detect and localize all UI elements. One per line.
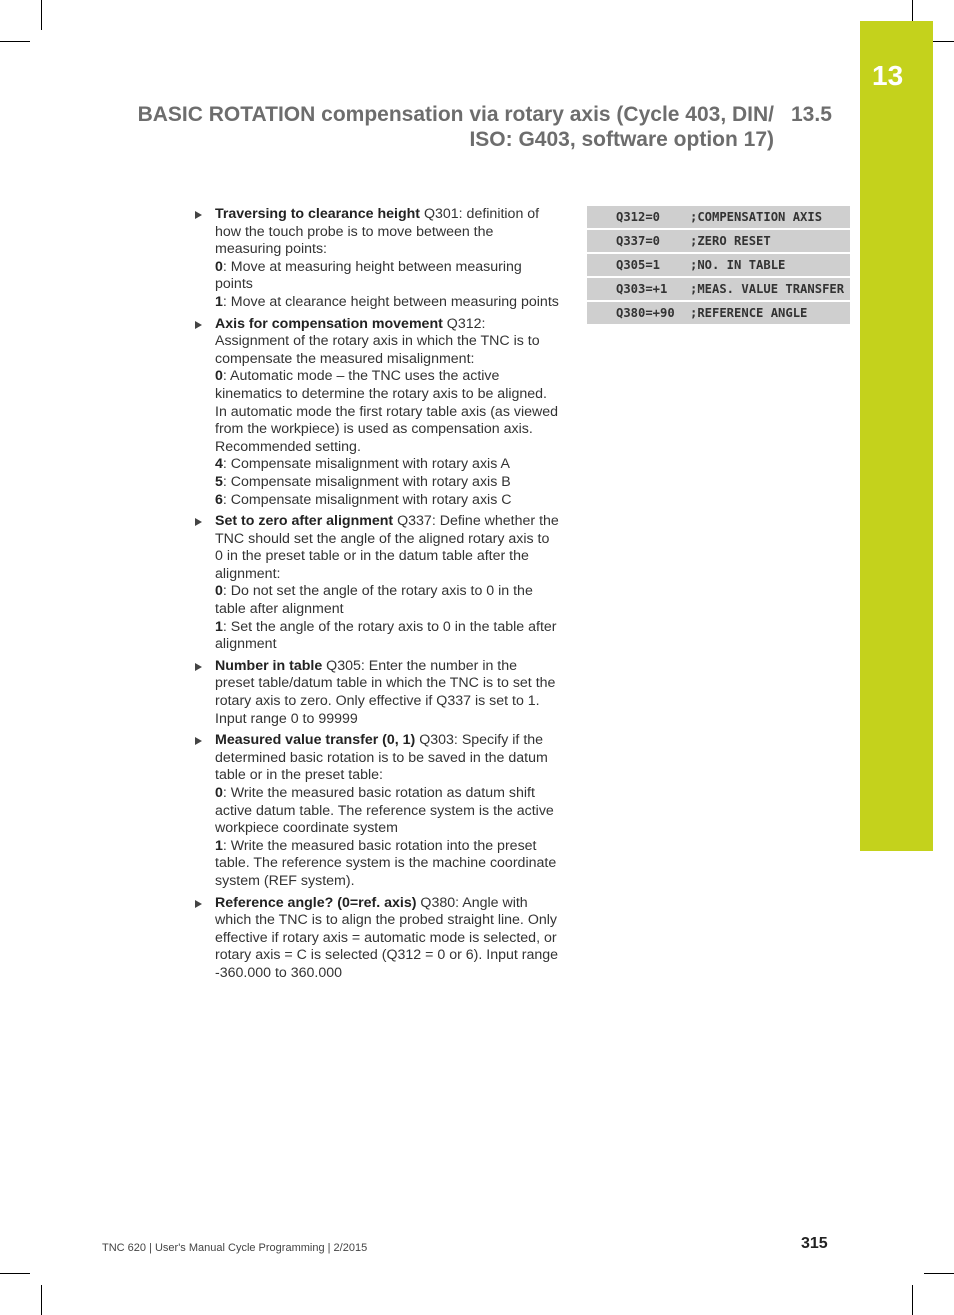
parameter-item [195,658,560,728]
option-text: : Write the measured basic rotation into the preset table. The reference system is the machine coordinate system (REF system). [215,837,557,889]
option-text: : Compensate misalignment with rotary axis B [222,473,511,490]
bullet-arrow-icon [195,321,202,329]
parameter-name: Axis for compensation movement [215,315,443,332]
parameter-name: Traversing to clearance height [215,206,421,222]
crop-mark [41,1285,42,1315]
page-number: 315 [801,1235,828,1252]
chapter-number: 13 [872,60,904,91]
option-key: 5 [215,473,223,490]
bullet-arrow-icon [195,518,202,526]
option-key: 0 [215,258,223,275]
nc-comment: ;NO. IN TABLE [690,253,850,277]
parameter-description: Q301: definition of how the touch probe is to move between the measuring points: [215,206,540,258]
crop-mark [924,1273,954,1274]
parameter-option [215,583,560,618]
option-key: 1 [215,293,223,310]
parameter-option [215,838,560,891]
nc-param: Q303=+1 [587,277,690,301]
crop-mark [912,1285,913,1315]
parameter-name: Number in table [215,657,323,674]
parameter-item [195,206,560,312]
option-text: : Do not set the angle of the rotary axis to 0 in the table after alignment [215,583,533,618]
parameter-item [195,316,560,510]
option-key: 0 [215,785,223,801]
chapter-tab [860,21,933,851]
table-row [587,301,850,325]
parameter-option [215,785,560,838]
table-row [587,277,850,301]
parameter-option [215,259,560,294]
heading-line-2: ISO: G403, software option 17) [469,128,774,151]
bullet-arrow-icon [195,737,202,745]
parameter-item [195,895,560,983]
parameter-item [195,513,560,654]
parameter-option [215,474,560,492]
nc-comment: ;ZERO RESET [690,229,850,253]
bullet-arrow-icon [195,663,202,671]
option-key: 0 [215,368,223,385]
option-text: : Move at measuring height between measuring points [215,258,522,293]
option-key: 0 [215,583,223,600]
option-key: 6 [215,491,223,508]
table-row [587,253,850,277]
option-text: : Move at clearance height between measuring points [222,293,559,310]
parameter-description: Q337: Define whether the TNC should set the angle of the aligned rotary axis to 0 in the preset table or in the datum table after the alignment: [215,513,559,582]
nc-comment: ;COMPENSATION AXIS [690,206,850,229]
parameter-option [215,294,560,312]
nc-comment: ;REFERENCE ANGLE [690,301,850,325]
parameter-option [215,456,560,474]
section-heading [74,102,774,152]
crop-mark [41,0,42,30]
parameter-item [195,732,560,890]
parameter-description: Q305: Enter the number in the preset table/datum table in which the TNC is to set the rotary axis to zero. Only effective if Q337 is set to 1. Input range 0 to 99999 [215,657,556,727]
option-key: 1 [215,837,223,854]
option-key: 1 [215,618,223,635]
nc-param: Q380=+90 [587,301,690,325]
section-number: 13.5 [791,103,832,126]
footer-text: TNC 620 | User's Manual Cycle Programming | 2/2015 [102,1242,368,1254]
parameter-description: Q312: Assignment of the rotary axis in which the TNC is to compensate the measured misalignment: [215,315,540,367]
option-text: : Compensate misalignment with rotary axis C [222,491,512,508]
nc-block-table [587,206,850,326]
option-text: : Automatic mode – the TNC uses the active kinematics to determine the rotary axis to be aligned. In automatic mode the first rotary table axis (as viewed from the workpiece) is used as compensation axis. Recommended setting. [215,368,559,455]
option-text: : Write the measured basic rotation as datum shift active datum table. The reference system is the active workpiece coordinate system [215,785,554,837]
bullet-arrow-icon [195,900,202,908]
nc-comment: ;MEAS. VALUE TRANSFER [690,277,850,301]
option-text: : Set the angle of the rotary axis to 0 in the table after alignment [215,618,557,653]
heading-line-1: BASIC ROTATION compensation via rotary axis (Cycle 403, DIN/ [137,103,774,126]
parameter-option [215,619,560,654]
nc-param: Q312=0 [587,206,690,229]
nc-param: Q337=0 [587,229,690,253]
parameter-list [195,206,560,987]
parameter-description: Q303: Specify if the determined basic rotation is to be saved in the datum table or in the preset table: [215,732,548,784]
parameter-name: Set to zero after alignment [215,513,394,530]
crop-mark [0,41,30,42]
crop-mark [0,1273,30,1274]
table-row [587,206,850,229]
bullet-arrow-icon [195,211,202,219]
parameter-option [215,368,560,456]
option-key: 4 [215,456,223,473]
parameter-name: Reference angle? (0=ref. axis) [215,894,417,911]
parameter-option [215,492,560,510]
nc-param: Q305=1 [587,253,690,277]
table-row [587,229,850,253]
parameter-name: Measured value transfer (0, 1) [215,732,416,749]
option-text: : Compensate misalignment with rotary axis A [222,456,510,473]
parameter-description: Q380: Angle with which the TNC is to align the probed straight line. Only effective if rotary axis = automatic mode is selected, or rotary axis = C is selected (Q312 = 0 or 6). Input range -360.000 to 360.000 [215,894,559,981]
